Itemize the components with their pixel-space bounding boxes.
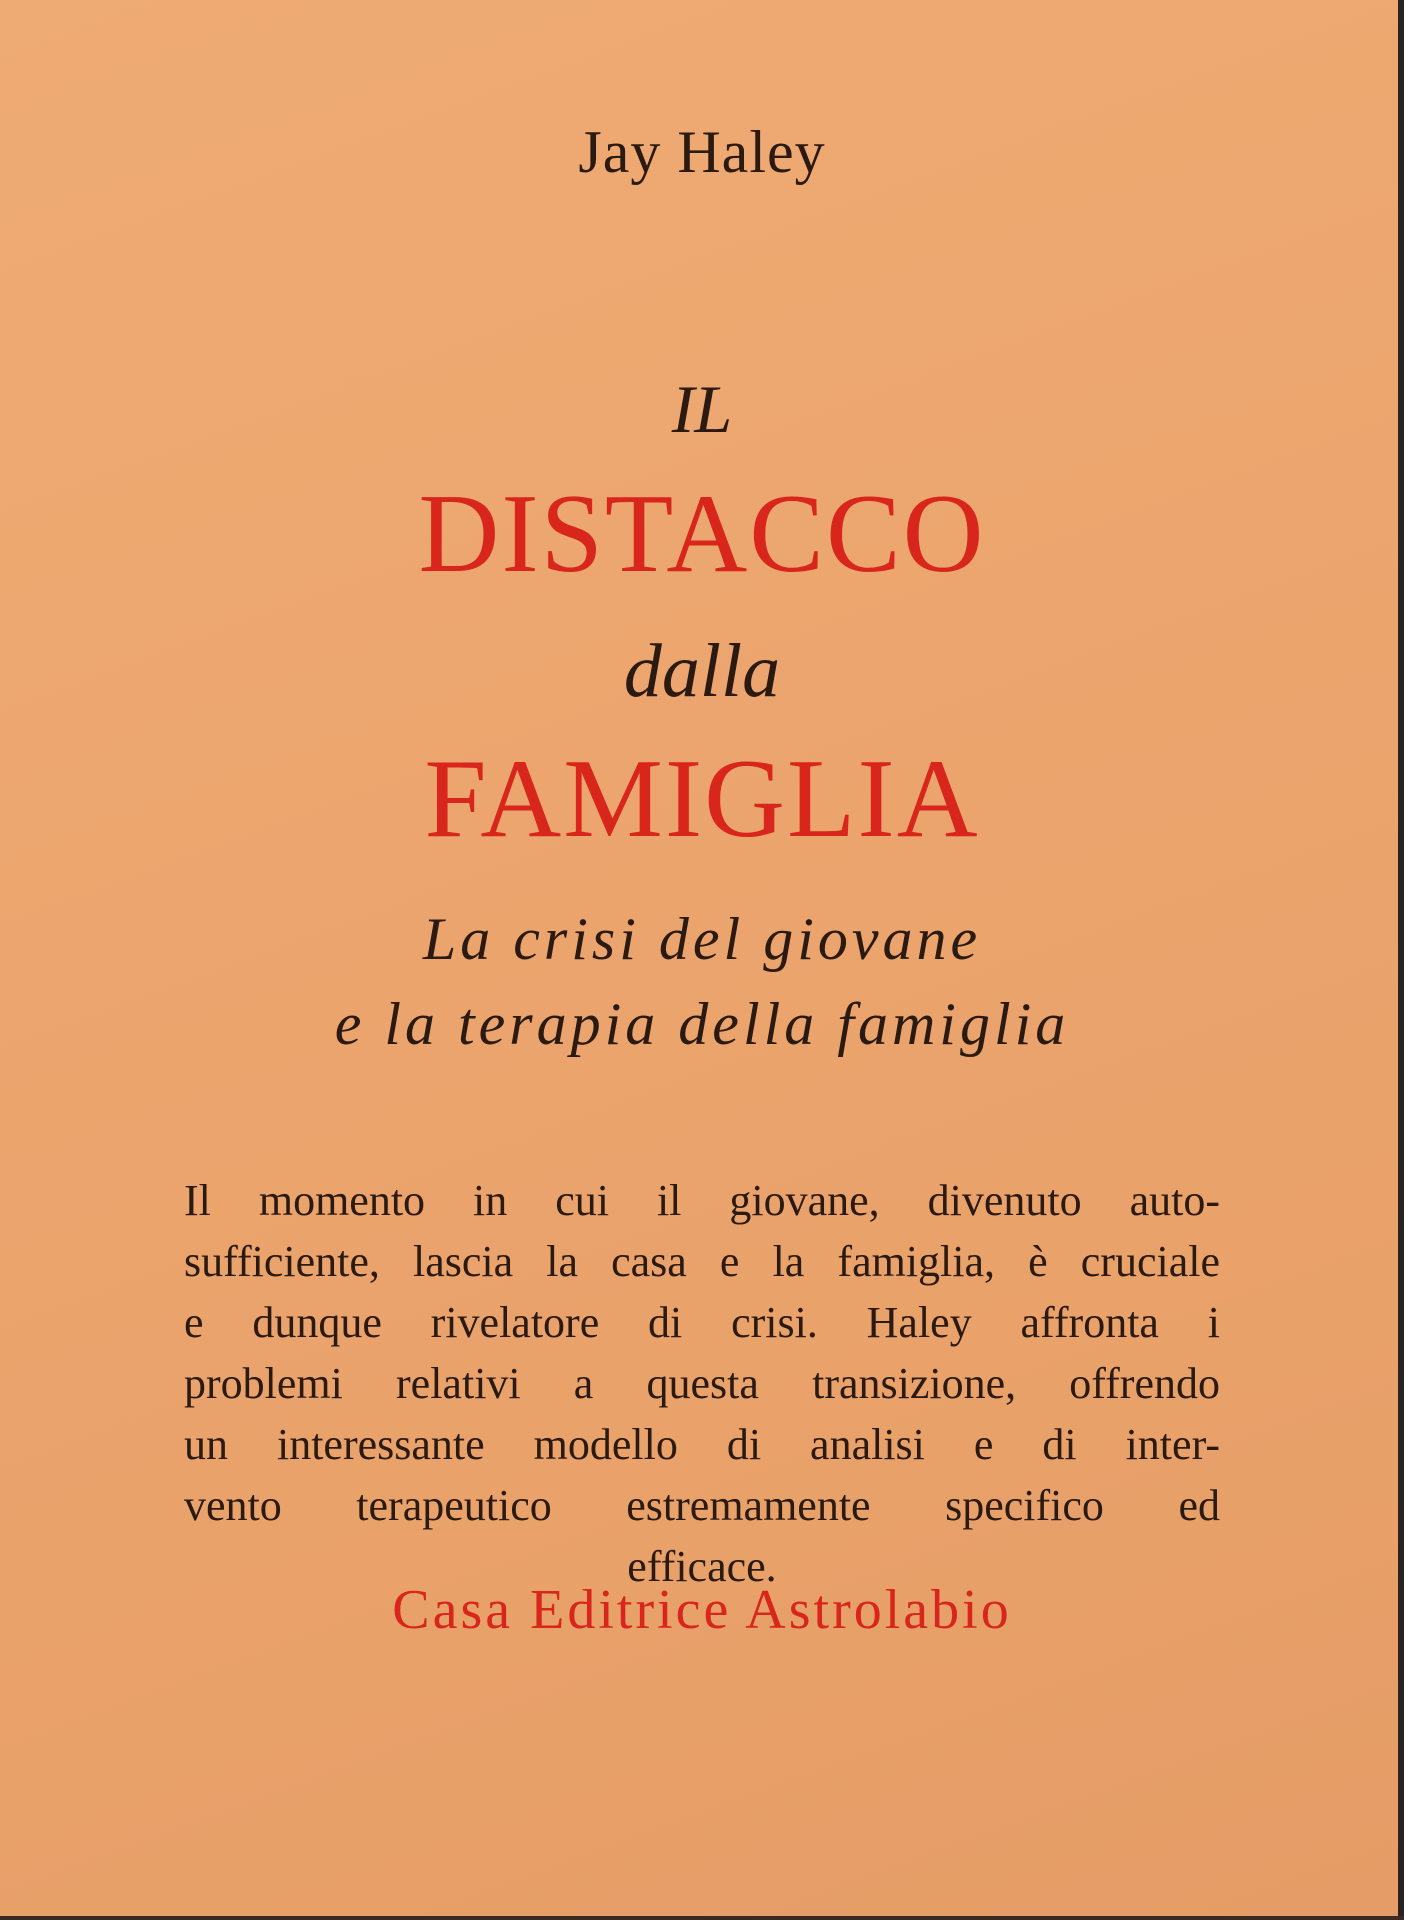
blurb-line: Il momento in cui il giovane, divenuto auto- xyxy=(184,1176,1220,1225)
author-name: Jay Haley xyxy=(578,119,826,185)
title-main-word: DISTACCO xyxy=(418,472,986,596)
title-family-word: FAMIGLIA xyxy=(424,737,980,861)
cover-right-edge xyxy=(1398,0,1404,1920)
blurb-line: problemi relativi a questa transizione, offrendo xyxy=(184,1359,1220,1408)
blurb-line: vento terapeutico estremamente specifico ed xyxy=(184,1481,1220,1530)
subtitle-line-1: La crisi del giovane xyxy=(422,906,982,972)
title-article: IL xyxy=(671,371,733,447)
subtitle-line-2: e la terapia della famiglia xyxy=(334,991,1070,1057)
blurb-line: sufficiente, lascia la casa e la famiglia, è cruciale xyxy=(184,1237,1220,1286)
blurb-line: un interessante modello di analisi e di inter- xyxy=(184,1420,1220,1469)
title-preposition: dalla xyxy=(623,629,781,713)
publisher-name: Casa Editrice Astrolabio xyxy=(392,1579,1012,1641)
cover-bottom-edge xyxy=(0,1916,1404,1920)
blurb-paragraph xyxy=(184,1170,1220,1597)
blurb-line: e dunque rivelatore di crisi. Haley affronta i xyxy=(184,1298,1220,1347)
blurb-line: efficace. xyxy=(627,1542,777,1591)
